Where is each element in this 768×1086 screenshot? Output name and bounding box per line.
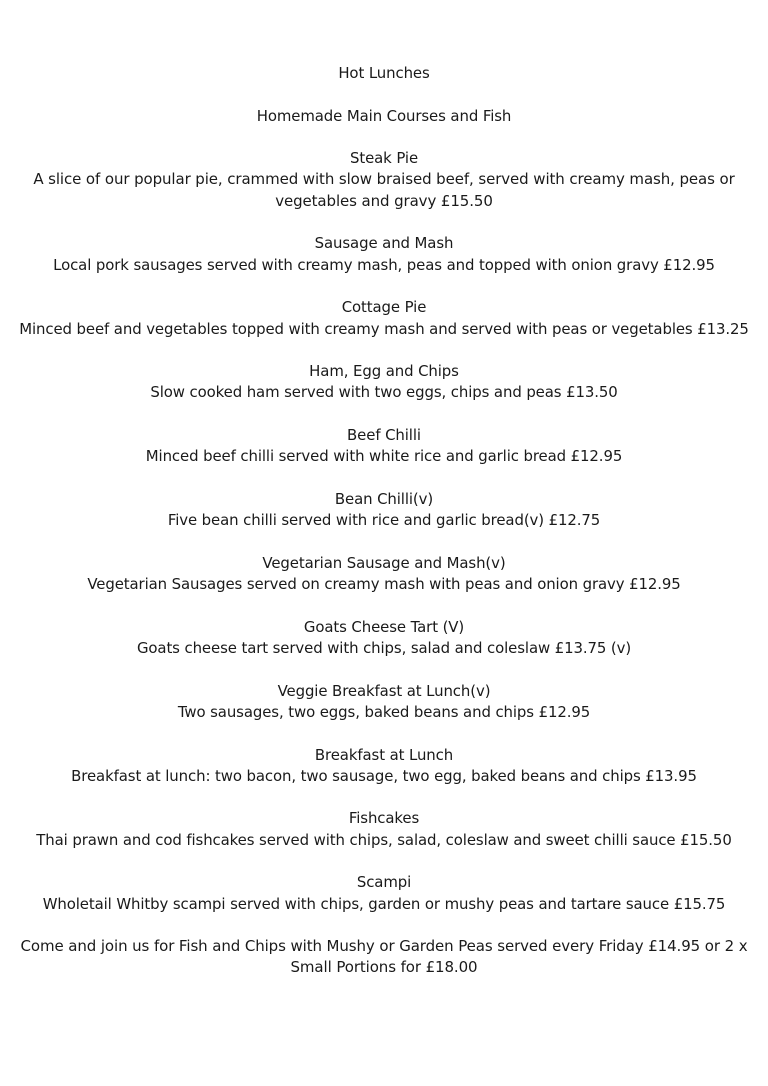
menu-item-description: Vegetarian Sausages served on creamy mash with peas and onion gravy £12.95 xyxy=(87,575,681,594)
spacer xyxy=(0,851,768,872)
menu-item xyxy=(0,617,768,660)
menu-item-description: Five bean chilli served with rice and garlic bread(v) £12.75 xyxy=(167,511,601,530)
menu-item xyxy=(0,553,768,596)
menu-item xyxy=(0,425,768,468)
spacer xyxy=(0,127,768,148)
menu-item-description: A slice of our popular pie, crammed with slow braised beef, served with creamy mash, peas or vegetables and gravy £15.50 xyxy=(33,170,735,210)
menu-item-name: Cottage Pie xyxy=(341,298,427,317)
spacer xyxy=(0,659,768,680)
spacer xyxy=(0,915,768,936)
spacer xyxy=(0,340,768,361)
menu-subtitle: Homemade Main Courses and Fish xyxy=(256,106,512,125)
menu-item xyxy=(0,361,768,404)
menu-item-name: Ham, Egg and Chips xyxy=(309,362,459,381)
menu-item-name: Goats Cheese Tart (V) xyxy=(303,617,465,636)
menu-item-name: Bean Chilli(v) xyxy=(334,489,434,508)
spacer xyxy=(0,84,768,105)
menu-item xyxy=(0,808,768,851)
menu-item-name: Scampi xyxy=(356,873,412,892)
menu-item xyxy=(0,745,768,788)
menu-item xyxy=(0,872,768,915)
menu-item-description: Goats cheese tart served with chips, salad and coleslaw £13.75 (v) xyxy=(136,639,632,658)
spacer xyxy=(0,276,768,297)
spacer xyxy=(0,404,768,425)
menu-item-name: Sausage and Mash xyxy=(314,234,454,253)
menu-item-name: Veggie Breakfast at Lunch(v) xyxy=(277,681,491,700)
menu-title: Hot Lunches xyxy=(338,64,430,82)
menu-item-description: Minced beef and vegetables topped with creamy mash and served with peas or vegetables £13.25 xyxy=(19,319,749,338)
menu-item xyxy=(0,148,768,212)
menu-item-description: Local pork sausages served with creamy mash, peas and topped with onion gravy £12.95 xyxy=(53,255,715,274)
spacer xyxy=(0,595,768,616)
menu-item xyxy=(0,489,768,532)
menu-item xyxy=(0,233,768,276)
spacer xyxy=(0,212,768,233)
menu-item xyxy=(0,297,768,340)
menu-item-description: Thai prawn and cod fishcakes served with chips, salad, coleslaw and sweet chilli sauce £15.50 xyxy=(36,830,732,849)
menu-document xyxy=(0,63,768,979)
menu-item-name: Steak Pie xyxy=(349,149,419,168)
menu-item-description: Wholetail Whitby scampi served with chips, garden or mushy peas and tartare sauce £15.75 xyxy=(42,894,726,913)
spacer xyxy=(0,532,768,553)
menu-item-name: Vegetarian Sausage and Mash(v) xyxy=(262,553,506,572)
menu-item-description: Breakfast at lunch: two bacon, two sausage, two egg, baked beans and chips £13.95 xyxy=(71,766,697,785)
menu-item xyxy=(0,681,768,724)
spacer xyxy=(0,468,768,489)
spacer xyxy=(0,787,768,808)
menu-item-name: Beef Chilli xyxy=(347,426,421,445)
menu-item-description: Slow cooked ham served with two eggs, chips and peas £13.50 xyxy=(150,383,618,402)
menu-item-description: Minced beef chilli served with white rice and garlic bread £12.95 xyxy=(145,447,623,466)
menu-item-description: Two sausages, two eggs, baked beans and chips £12.95 xyxy=(177,702,591,721)
friday-fish-note: Come and join us for Fish and Chips with Mushy or Garden Peas served every Friday £14.95 or 2 x Small Portions for £18.00 xyxy=(20,937,748,977)
menu-item-name: Breakfast at Lunch xyxy=(314,745,454,764)
menu-item-name: Fishcakes xyxy=(348,809,420,828)
spacer xyxy=(0,723,768,744)
